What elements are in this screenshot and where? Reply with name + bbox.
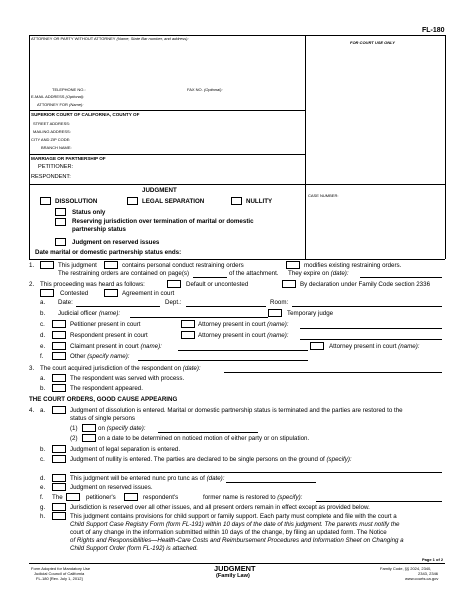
item4-h-line-5: Child Support Order (form FL-192) is attached. <box>70 545 198 552</box>
item4-reserved-checkbox[interactable] <box>52 483 66 491</box>
item1-judgment-checkbox[interactable] <box>40 261 54 269</box>
item2-temp-judge-label: Temporary judge <box>287 310 334 317</box>
reserved-issues-label: Judgment on reserved issues <box>72 239 160 246</box>
item2-contested-label: Contested <box>60 290 89 297</box>
item2-temp-judge-checkbox[interactable] <box>268 309 282 317</box>
dissolution-checkbox[interactable] <box>40 197 51 205</box>
frame-divider <box>305 35 306 259</box>
street-label: STREET ADDRESS: <box>33 121 71 126</box>
form-id: FL-180 <box>422 27 445 34</box>
item4-f-line[interactable] <box>316 501 442 502</box>
item4-d-label: d. <box>40 475 46 482</box>
item2-resp-atty-label: Attorney present in court (name): <box>198 332 289 339</box>
attorney-label: ATTORNEY OR PARTY WITHOUT ATTORNEY (Name, State Bar number, and address): <box>31 36 189 41</box>
item2-officer-label: Judicial officer (name): <box>58 310 121 317</box>
item2-contested-checkbox[interactable] <box>40 289 54 297</box>
item4-a1-date-line[interactable] <box>158 432 258 433</box>
item3-number: 3. <box>29 365 35 372</box>
item4-f-resp: respondent's <box>143 494 179 501</box>
footer-right-2: 2343, 2346 <box>418 571 439 576</box>
footer-left-2: Judicial Council of California <box>34 571 85 576</box>
item1-contains-checkbox[interactable] <box>104 261 118 269</box>
item2-room-line[interactable] <box>292 306 442 307</box>
item4-c-line[interactable] <box>70 472 442 473</box>
item1-expire-line[interactable] <box>360 277 442 278</box>
item3-a-label: a. <box>40 375 46 382</box>
frame-bottom <box>29 259 445 260</box>
item2-date-line[interactable] <box>76 306 160 307</box>
item1-this-judgment: This judgment <box>58 262 97 269</box>
item2-c-label: c. <box>40 321 45 328</box>
item4-a-text-1: Judgment of dissolution is entered. Marital or domestic partnership status is terminated and the parties are restored to the <box>70 407 403 414</box>
item1-attachment: of the attachment. <box>229 270 279 277</box>
item2-other-line[interactable] <box>138 360 308 361</box>
item3-appeared-label: The respondent appeared. <box>70 385 143 392</box>
item4-h-line-3: court of any change in the information submitted within 10 days of the change, by filing an updated form. The Notice <box>70 529 387 536</box>
item4-h-label: h. <box>40 513 46 520</box>
parties-title: MARRIAGE OR PARTNERSHIP OF <box>31 156 106 161</box>
item2-date-label: Date: <box>58 299 73 306</box>
item2-lead: This proceeding was heard as follows: <box>40 281 145 288</box>
item4-d-text: This judgment will be entered nunc pro tunc as of (date): <box>70 475 225 482</box>
petitioner-label: PETITIONER: <box>38 164 74 170</box>
item4-f-the: The <box>52 494 63 501</box>
nullity-checkbox[interactable] <box>231 197 242 205</box>
mailing-label: MAILING ADDRESS: <box>33 129 71 134</box>
item4-a2-text: on a date to be determined on noticed motion of either party or on stipulation. <box>98 435 310 442</box>
item2-claim-atty-label: Attorney present in court (name): <box>329 343 420 350</box>
item2-b-label: b. <box>40 310 46 317</box>
item4-nunc-checkbox[interactable] <box>52 474 66 482</box>
item4-f-pet: petitioner's <box>86 494 116 501</box>
item2-agreement-checkbox[interactable] <box>104 289 118 297</box>
item4-c-label: c. <box>40 456 45 463</box>
item4-number: 4. <box>29 407 35 414</box>
parties-divider <box>29 184 445 185</box>
item1-pages-label: The restraining orders are contained on page(s) <box>58 270 190 277</box>
item2-f-label: f. <box>40 353 44 360</box>
item4-a-text-2: status of single persons <box>70 415 136 422</box>
item2-dept-label: Dept.: <box>165 299 182 306</box>
item4-a-label: a. <box>40 407 46 414</box>
item2-pet-atty-line[interactable] <box>300 328 442 329</box>
footer-subtitle: (Family Law) <box>216 573 250 579</box>
item4-b-text: Judgment of legal separation is entered. <box>70 446 181 453</box>
item4-petitioner-name-checkbox[interactable] <box>66 493 80 501</box>
item4-dissolution-checkbox[interactable] <box>52 406 66 414</box>
frame-right <box>445 35 446 259</box>
item4-a1-checkbox[interactable] <box>82 424 96 432</box>
case-number-label: CASE NUMBER: <box>308 193 339 198</box>
branch-label: BRANCH NAME: <box>41 145 72 150</box>
item2-declaration-checkbox[interactable] <box>282 280 296 288</box>
court-title: SUPERIOR COURT OF CALIFORNIA, COUNTY OF <box>31 112 140 117</box>
item4-h-line-2: Child Support Case Registry Form (form FL-191) within 10 days of the date of this judgment. The parents must notify the <box>70 521 400 528</box>
legal-separation-checkbox[interactable] <box>127 197 138 205</box>
item2-other-checkbox[interactable] <box>52 352 66 360</box>
item2-d-label: d. <box>40 332 46 339</box>
item2-agreement-label: Agreement in court <box>122 290 175 297</box>
item2-petitioner-label: Petitioner present in court <box>70 321 141 328</box>
dissolution-label: DISSOLUTION <box>55 198 98 205</box>
footer-right-1: Family Code, §§ 2024, 2340, <box>380 566 432 571</box>
footer-title: JUDGMENT <box>214 564 256 573</box>
item2-claim-atty-checkbox[interactable] <box>310 342 324 350</box>
fax-label: FAX NO. (Optional): <box>187 87 223 92</box>
item4-a2-label: (2) <box>70 435 78 442</box>
item2-claimant-line[interactable] <box>178 350 308 351</box>
item1-number: 1. <box>29 262 35 269</box>
item4-h-line-4: of Rights and Responsibilities—Health-Care Costs and Reimbursement Procedures and Information Sheet on Changing a <box>70 537 404 544</box>
telephone-label: TELEPHONE NO.: <box>52 87 86 92</box>
item2-other-label: Other (specify name): <box>70 353 130 360</box>
item3-served-checkbox[interactable] <box>52 374 66 382</box>
attorney-for-label: ATTORNEY FOR (Name): <box>37 102 84 107</box>
item2-claimant-label: Claimant present in court (name): <box>70 343 162 350</box>
item4-f-label: f. <box>40 494 44 501</box>
item2-petitioner-checkbox[interactable] <box>52 320 66 328</box>
reserving-label-1: Reserving jurisdiction over termination of marital or domestic <box>72 218 254 225</box>
status-only-checkbox[interactable] <box>55 208 66 216</box>
item1-expire: They expire on (date): <box>288 270 349 277</box>
item4-a1-label: (1) <box>70 425 78 432</box>
reserving-checkbox[interactable] <box>55 218 66 226</box>
item1-modifies-label: modifies existing restraining orders. <box>304 262 402 269</box>
judgment-title: JUDGMENT <box>142 187 177 194</box>
item2-number: 2. <box>29 281 35 288</box>
item3-b-label: b. <box>40 385 46 392</box>
footer-left-3: FL-180 [Rev. July 1, 2012] <box>36 576 83 581</box>
item4-legal-sep-checkbox[interactable] <box>52 445 66 453</box>
item2-resp-atty-line[interactable] <box>300 339 442 340</box>
item1-contains-label: contains personal conduct restraining orders <box>122 262 244 269</box>
item3-lead: The court acquired jurisdiction of the respondent on (date): <box>40 365 201 372</box>
item4-g-text: Jurisdiction is reserved over all other issues, and all present orders remain in effect except as provided below. <box>70 504 370 511</box>
nullity-label: NULLITY <box>246 198 273 205</box>
item1-modifies-checkbox[interactable] <box>286 261 300 269</box>
item4-g-label: g. <box>40 504 46 511</box>
item2-e-label: e. <box>40 343 46 350</box>
item2-claimant-checkbox[interactable] <box>52 342 66 350</box>
item4-respondent-name-checkbox[interactable] <box>124 493 138 501</box>
item4-c-text: Judgment of nullity is entered. The parties are declared to be single persons on the ground of (specify): <box>70 456 352 463</box>
item4-e-label: e. <box>40 484 46 491</box>
item4-f-text: former name is restored to (specify): <box>203 494 303 501</box>
court-use-only: FOR COURT USE ONLY <box>350 40 395 45</box>
item4-b-label: b. <box>40 446 46 453</box>
item2-pet-atty-label: Attorney present in court (name): <box>198 321 289 328</box>
respondent-label: RESPONDENT: <box>31 174 71 180</box>
item4-d-line[interactable] <box>226 482 316 483</box>
frame-left <box>29 35 30 259</box>
item2-pet-atty-checkbox[interactable] <box>181 320 195 328</box>
item4-a1-text: on (specify date): <box>98 425 146 432</box>
item2-dept-line[interactable] <box>186 306 266 307</box>
item4-nullity-checkbox[interactable] <box>52 455 66 463</box>
item2-resp-atty-checkbox[interactable] <box>181 331 195 339</box>
item4-a2-checkbox[interactable] <box>82 434 96 442</box>
item2-room-label: Room: <box>270 299 289 306</box>
item3-served-label: The respondent was served with process. <box>70 375 185 382</box>
item2-respondent-label: Respondent present in court <box>70 332 148 339</box>
item1-pages-line[interactable] <box>193 277 227 278</box>
footer-right-3[interactable]: www.courts.ca.gov <box>405 576 439 581</box>
item4-h-line-1: This judgment contains provisions for child support or family support. Each party must complete and file with the court a <box>70 513 397 520</box>
item4-child-support-checkbox[interactable] <box>52 512 66 520</box>
item2-default-checkbox[interactable] <box>167 280 181 288</box>
date-ends-label: Date marital or domestic partnership status ends: <box>35 249 182 256</box>
footer-left-1: Form Adopted for Mandatory Use <box>31 566 91 571</box>
reserved-issues-checkbox[interactable] <box>55 238 66 246</box>
attorney-divider <box>29 110 305 111</box>
item2-officer-line[interactable] <box>130 317 268 318</box>
reserving-label-2: partnership status <box>72 226 126 233</box>
item4-e-text: Judgment on reserved issues. <box>70 484 153 491</box>
status-only-label: Status only <box>72 209 106 216</box>
court-divider <box>29 154 305 155</box>
city-label: CITY AND ZIP CODE: <box>31 137 71 142</box>
item3-appeared-checkbox[interactable] <box>52 384 66 392</box>
page-number: Page 1 of 2 <box>422 557 444 562</box>
item2-declaration-label: By declaration under Family Code section 2336 <box>300 281 431 288</box>
court-orders-heading: THE COURT ORDERS, GOOD CAUSE APPEARING <box>29 396 178 403</box>
email-label: E-MAIL ADDRESS (Optional): <box>31 94 85 99</box>
item2-a-label: a. <box>40 299 46 306</box>
item2-respondent-checkbox[interactable] <box>52 331 66 339</box>
item4-jurisdiction-checkbox[interactable] <box>52 503 66 511</box>
item2-default-label: Default or uncontested <box>186 281 249 288</box>
item3-date-line[interactable] <box>224 372 442 373</box>
legal-separation-label: LEGAL SEPARATION <box>142 198 205 205</box>
